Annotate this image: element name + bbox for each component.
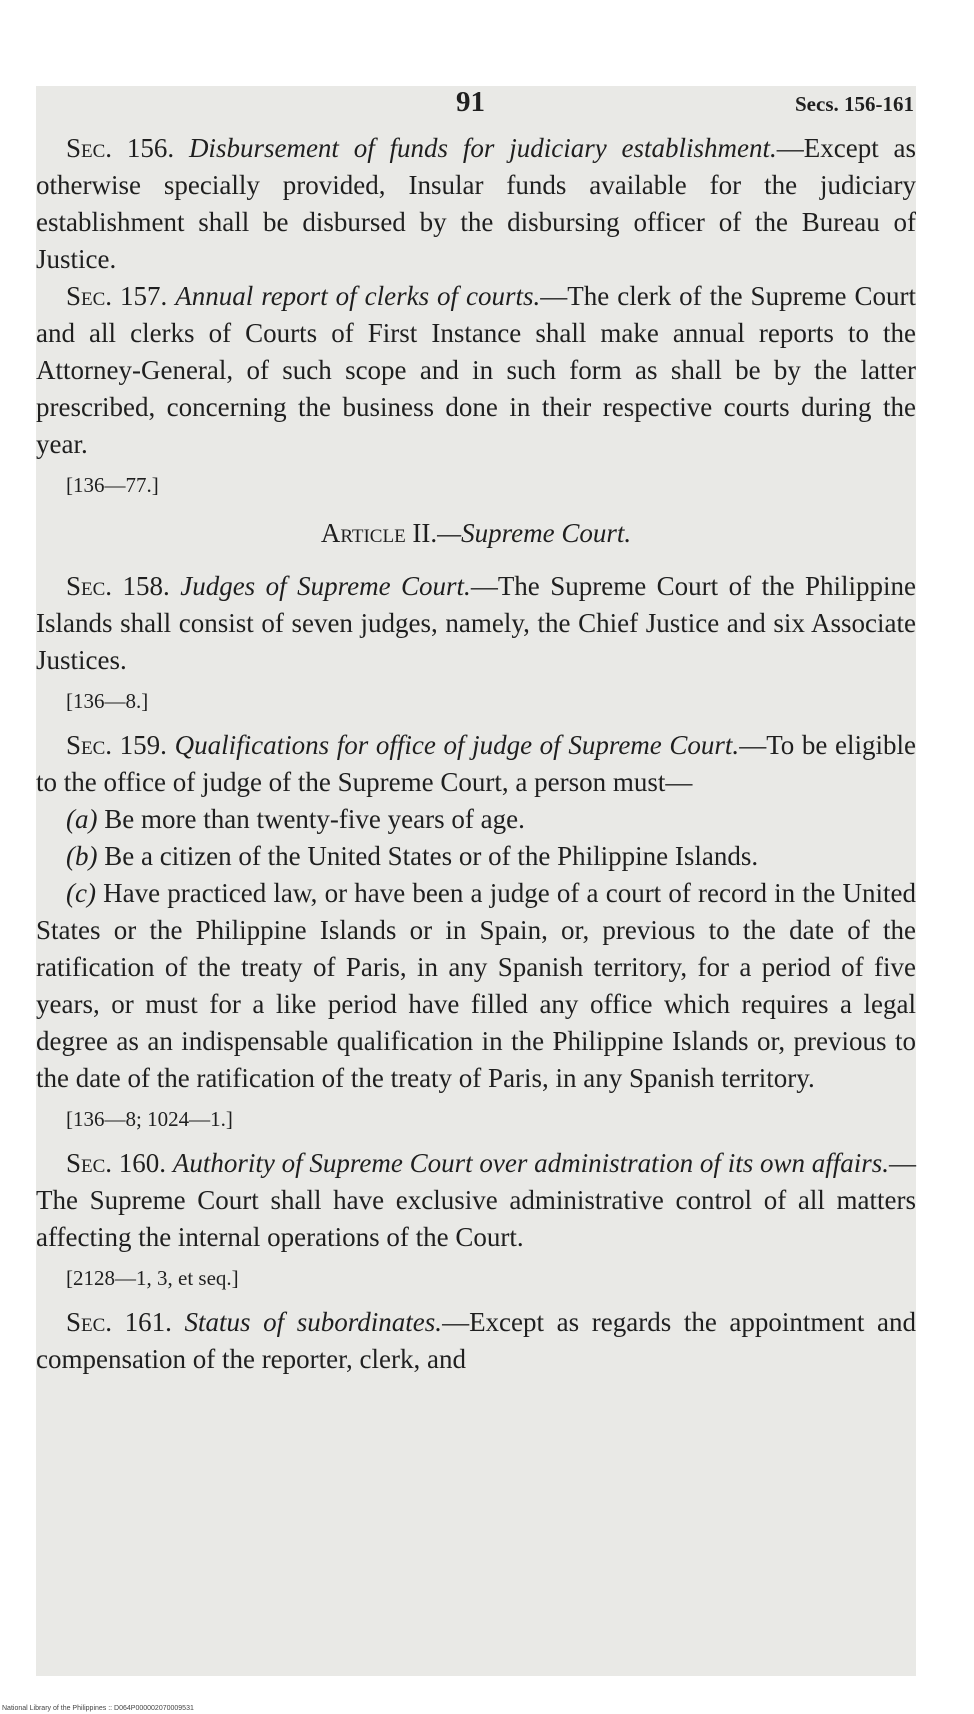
section-160 — [36, 1145, 916, 1256]
section-title: Judges of Supreme Court. — [180, 571, 471, 601]
citation: [136—8.] — [66, 689, 149, 713]
list-item — [36, 838, 916, 875]
item-text: Be a citizen of the United States or of the Philippine Islands. — [97, 841, 759, 871]
article-title: —Supreme Court. — [437, 518, 632, 548]
section-157 — [36, 278, 916, 463]
citation: [136—77.] — [66, 473, 159, 497]
list-item — [36, 875, 916, 1097]
section-text: —The Supreme Court of the Philippine Islands shall consist of seven judges, namely, the Chief Justice and six Associate Justices. — [36, 571, 917, 675]
item-letter: (b) — [66, 841, 98, 871]
section-text: —Except as otherwise specially provided, Insular funds available for the judiciary establishment shall be disbursed by the disbursing officer of the Bureau of Justice. — [36, 133, 917, 274]
item-letter: (c) — [66, 878, 96, 908]
section-label: Sec. 161. — [66, 1307, 172, 1337]
page-header — [36, 86, 916, 126]
section-161 — [36, 1304, 916, 1378]
section-title: Disbursement of funds for judiciary establishment. — [188, 133, 777, 163]
section-range: Secs. 156-161 — [795, 92, 914, 116]
page-content — [36, 130, 916, 1378]
section-title: Authority of Supreme Court over administration of its own affairs. — [172, 1148, 890, 1178]
citation: [136—8; 1024—1.] — [66, 1107, 233, 1131]
item-text: Be more than twenty-five years of age. — [97, 804, 525, 834]
list-item — [36, 801, 916, 838]
section-text: —Except as regards the appointment and compensation of the reporter, clerk, and — [36, 1307, 917, 1374]
section-label: Sec. 160. — [66, 1148, 167, 1178]
article-label: Article II. — [320, 518, 438, 548]
section-title: Qualifications for office of judge of Supreme Court. — [174, 730, 740, 760]
section-label: Sec. 157. — [66, 281, 168, 311]
section-159 — [36, 727, 916, 801]
source-footer: National Library of the Philippines :: D064P000002070009531 — [2, 1705, 194, 1712]
section-text: —To be eligible to the office of judge of the Supreme Court, a person must— — [36, 730, 917, 797]
section-label: Sec. 158. — [66, 571, 170, 601]
citation: [2128—1, 3, et seq.] — [66, 1266, 239, 1290]
article-heading — [36, 515, 916, 552]
section-label: Sec. 156. — [66, 133, 175, 163]
document-page — [36, 86, 916, 1676]
item-letter: (a) — [66, 804, 98, 834]
section-label: Sec. 159. — [66, 730, 167, 760]
item-text: Have practiced law, or have been a judge of a court of record in the United States or the Philippine Islands or in Spain, or, previous to the date of the ratification of the treaty of Paris, in any Spanish territory, for a period of five years, or must for a like period have filled any office which requires a legal degree as an indispensable qualification in the Philippine Islands or, previous to the date of the ratification of the treaty of Paris, in any Spanish territory. — [36, 878, 916, 1093]
section-title: Annual report of clerks of courts. — [175, 281, 541, 311]
section-156 — [36, 130, 916, 278]
section-title: Status of subordinates. — [184, 1307, 443, 1337]
page-number: 91 — [456, 86, 485, 118]
section-text: —The Supreme Court shall have exclusive administrative control of all matters affecting the internal operations of the Court. — [36, 1148, 917, 1252]
section-158 — [36, 568, 916, 679]
section-text: —The clerk of the Supreme Court and all clerks of Courts of First Instance shall make annual reports to the Attorney-General, of such scope and in such form as shall be by the latter prescribed, concerning the business done in their respective courts during the year. — [36, 281, 916, 459]
